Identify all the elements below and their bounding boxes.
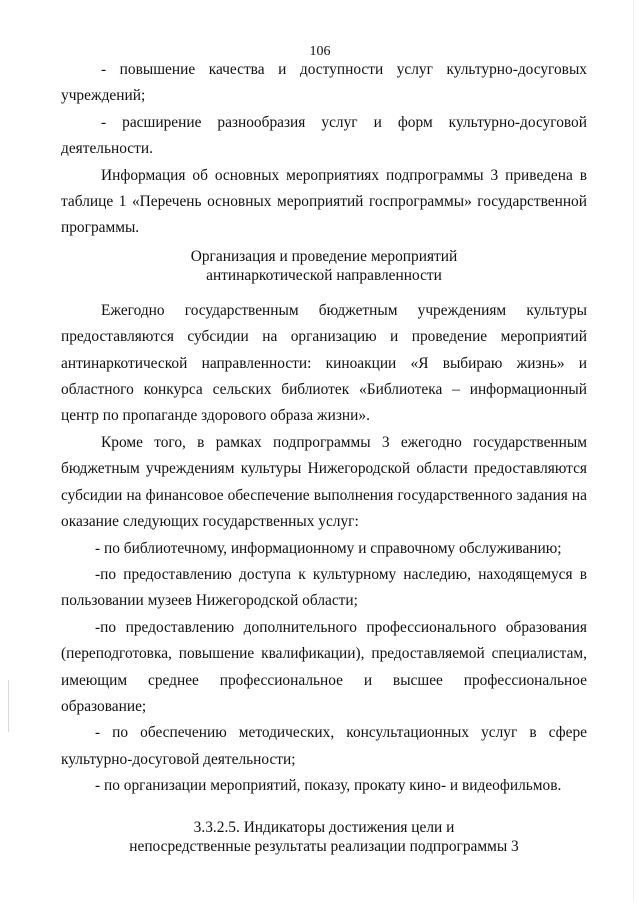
list-item-film-events: - по организации мероприятий, показу, прокату кино- и видеофильмов.: [95, 777, 562, 795]
section-heading-line-1: Организация и проведение мероприятий: [190, 247, 458, 265]
list-item-cultural-heritage: -по предоставлению доступа к культурному наследию, находящемуся в пользовании музеев Нижегородской области;: [61, 565, 587, 610]
section-heading-line-2: антинаркотической направленности: [206, 267, 442, 285]
paragraph-diversity-services: - расширение разнообразия услуг и форм культурно-досуговой деятельности.: [61, 113, 587, 158]
list-item-library-services: - по библиотечному, информационному и справочному обслуживанию;: [95, 539, 562, 557]
paragraph-quality-access: - повышение качества и доступности услуг культурно-досуговых учреждений;: [61, 61, 587, 105]
section-heading-indicators: [61, 818, 587, 857]
section-heading-antidrug: [61, 247, 587, 286]
list-item-professional-education: -по предоставлению дополнительного профессионального образования (переподготовка, повышение квалификации), предоставляемой специалистам, имеющим среднее профессиональное и высшее профессиональное образование;: [61, 618, 587, 715]
paragraph-state-assignment: Кроме того, в рамках подпрограммы 3 ежегодно государственным бюджетным учреждениям культуры Нижегородской области предоставляются субсидии на финансовое обеспечение выполнения государственного задания на оказание следующих государственных услуг:: [61, 433, 587, 531]
page-number: 106: [309, 44, 331, 59]
indicators-heading-line-2: непосредственные результаты реализации подпрограммы 3: [129, 838, 519, 856]
list-item-methodical-services: - по обеспечению методических, консультационных услуг в сфере культурно-досуговой деятельности;: [61, 724, 587, 768]
scan-artifact-right: [633, 0, 634, 900]
paragraph-annual-subsidies: Ежегодно государственным бюджетным учреждениям культуры предоставляются субсидии на организацию и проведение мероприятий антинаркотической направленности: киноакции «Я выбираю жизнь» и областного конкурса сельских библиотек «Библиотека – информационный центр по пропаганде здорового образа жизни».: [61, 301, 587, 425]
indicators-heading-line-1: 3.3.2.5. Индикаторы достижения цели и: [193, 818, 455, 836]
paragraph-info-table: Информация об основных мероприятиях подпрограммы 3 приведена в таблице 1 «Перечень основных мероприятий госпрограммы» государственной программы.: [61, 166, 587, 237]
document-body: [61, 57, 587, 857]
scan-artifact-left: [8, 680, 9, 732]
